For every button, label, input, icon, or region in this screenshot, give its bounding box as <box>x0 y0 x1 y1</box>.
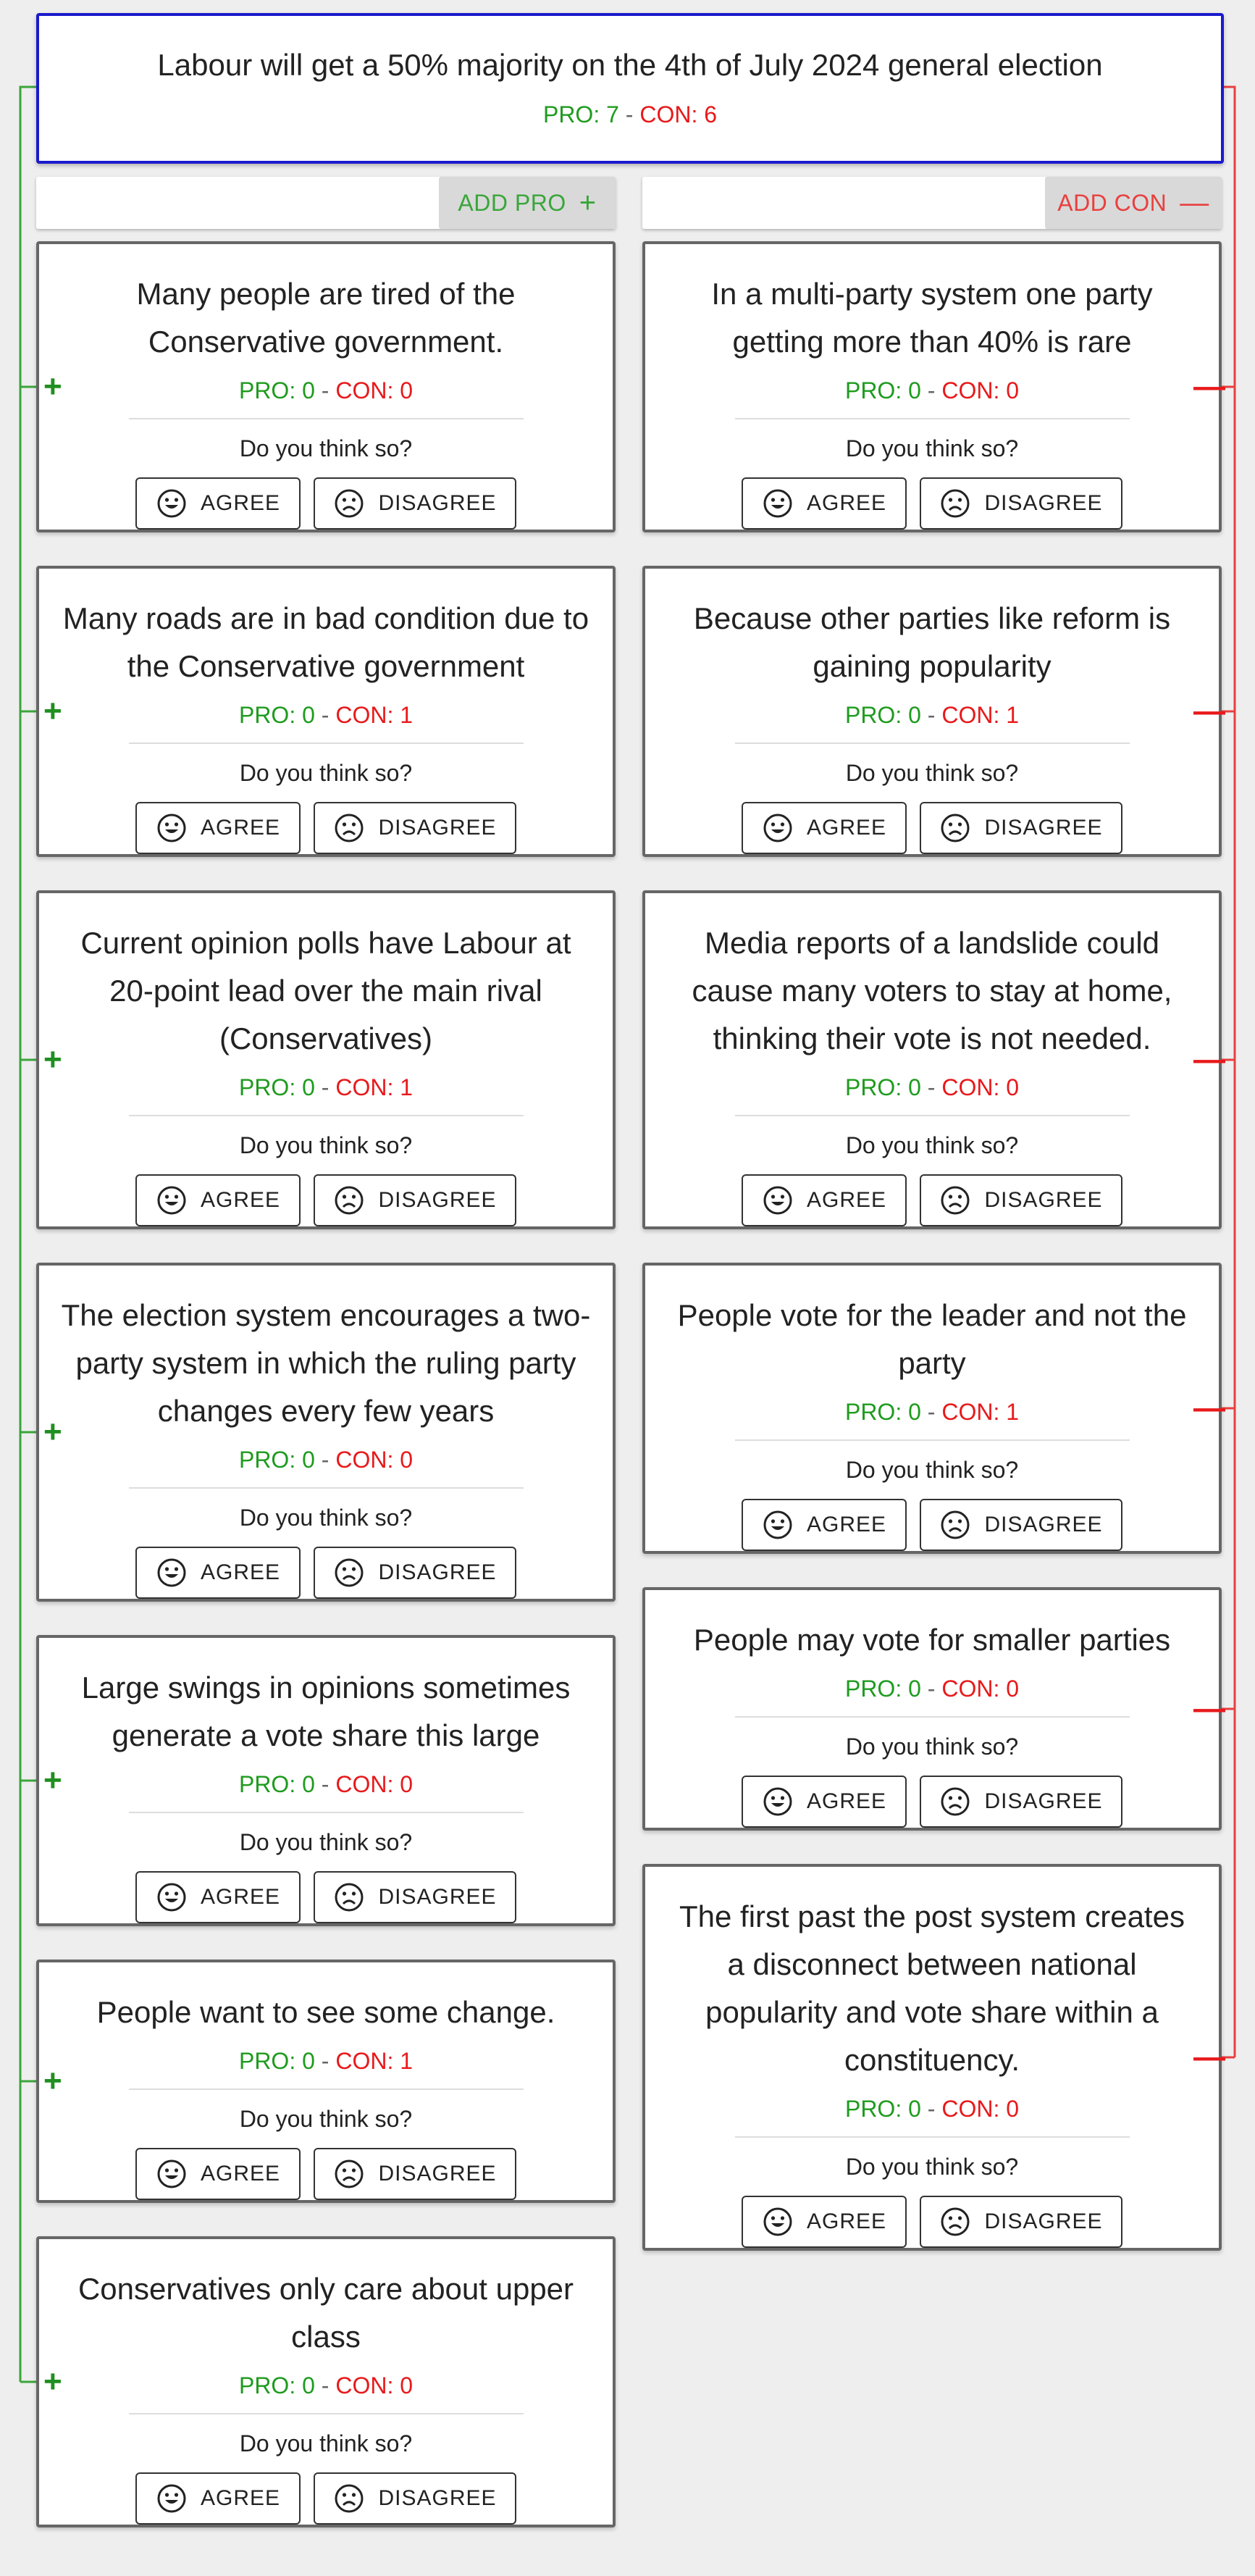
argument-text: Many roads are in bad condition due to the Conservative government <box>62 601 589 683</box>
agree-button[interactable] <box>135 477 301 530</box>
disagree-button[interactable] <box>920 1174 1122 1226</box>
add-pro-bar <box>36 177 616 229</box>
disagree-button[interactable] <box>314 1871 516 1923</box>
agree-button[interactable] <box>742 477 907 530</box>
agree-button[interactable] <box>135 1547 301 1599</box>
agree-label: AGREE <box>200 1560 281 1584</box>
agree-label: AGREE <box>806 1513 887 1536</box>
argument-counts <box>39 701 613 729</box>
agree-button[interactable] <box>742 802 907 854</box>
question-text: Do you think so? <box>239 1829 413 1855</box>
smile-icon <box>762 812 794 844</box>
agree-label: AGREE <box>806 816 887 840</box>
argument-pro-count: PRO: 0 <box>844 1399 921 1425</box>
argument-con-count: CON: 0 <box>335 1771 414 1797</box>
question-text: Do you think so? <box>845 760 1019 786</box>
add-pro-label: ADD PRO <box>458 190 566 216</box>
minus-icon: — <box>1193 693 1225 729</box>
vote-buttons <box>39 477 613 530</box>
minus-icon: — <box>1193 1691 1225 1726</box>
con-argument-card <box>642 890 1222 1229</box>
vote-buttons <box>645 1174 1219 1226</box>
argument-text: Conservatives only care about upper class <box>77 2272 574 2354</box>
argument-pro-count: PRO: 0 <box>238 1074 315 1100</box>
argument-text: Because other parties like reform is gaining popularity <box>693 601 1171 683</box>
argument-counts <box>645 376 1219 405</box>
pro-argument-card <box>36 241 616 532</box>
argument-counts <box>645 2094 1219 2123</box>
frown-icon <box>333 1557 365 1589</box>
divider <box>129 1487 524 1489</box>
minus-icon: — <box>1193 1042 1225 1077</box>
count-separator: - <box>321 1771 330 1797</box>
smile-icon <box>156 1881 188 1913</box>
pro-argument-card <box>36 566 616 857</box>
vote-buttons <box>39 1174 613 1226</box>
frown-icon <box>939 812 971 844</box>
vote-buttons <box>39 1547 613 1599</box>
argument-text: Current opinion polls have Labour at 20-point lead over the main rival (Conservatives) <box>80 926 571 1055</box>
count-separator: - <box>927 1399 936 1425</box>
agree-button[interactable] <box>135 1871 301 1923</box>
argument-counts <box>39 2371 613 2400</box>
disagree-button[interactable] <box>920 2196 1122 2248</box>
smile-icon <box>762 1184 794 1216</box>
agree-label: AGREE <box>200 2162 281 2186</box>
divider <box>735 1115 1130 1116</box>
count-separator: - <box>321 1074 330 1100</box>
add-con-button[interactable] <box>1045 177 1222 229</box>
count-separator: - <box>321 377 330 403</box>
smile-icon <box>762 1786 794 1818</box>
plus-icon: + <box>43 1042 62 1077</box>
argument-con-count: CON: 1 <box>941 702 1020 728</box>
add-con-label: ADD CON <box>1057 190 1167 216</box>
smile-icon <box>762 1509 794 1541</box>
frown-icon <box>333 812 365 844</box>
smile-icon <box>156 2158 188 2190</box>
argument-counts <box>645 1073 1219 1102</box>
count-separator: - <box>321 1447 330 1473</box>
vote-buttons <box>39 2472 613 2525</box>
count-separator: - <box>625 101 634 127</box>
argument-con-count: CON: 1 <box>335 702 414 728</box>
agree-label: AGREE <box>200 491 281 515</box>
thesis-con-count: CON: 6 <box>639 101 718 127</box>
argument-text: People may vote for smaller parties <box>693 1623 1171 1657</box>
con-argument-card <box>642 566 1222 857</box>
argument-text: In a multi-party system one party getting more than 40% is rare <box>711 277 1153 359</box>
argument-pro-count: PRO: 0 <box>238 1771 315 1797</box>
thesis-counts <box>39 100 1221 129</box>
count-separator: - <box>927 1676 936 1702</box>
con-argument-card <box>642 241 1222 532</box>
question-text: Do you think so? <box>239 760 413 786</box>
con-argument-card <box>642 1263 1222 1554</box>
disagree-button[interactable] <box>314 1174 516 1226</box>
pro-argument-card <box>36 1960 616 2203</box>
argument-pro-count: PRO: 0 <box>844 702 921 728</box>
disagree-button[interactable] <box>920 1499 1122 1551</box>
argument-text: The election system encourages a two-party system in which the ruling party changes every few years <box>61 1298 591 1428</box>
argument-counts <box>645 701 1219 729</box>
argument-counts <box>645 1397 1219 1426</box>
disagree-button[interactable] <box>314 477 516 530</box>
agree-label: AGREE <box>200 1188 281 1212</box>
divider <box>129 743 524 744</box>
question-text: Do you think so? <box>845 1132 1019 1158</box>
argument-con-count: CON: 0 <box>335 2372 414 2399</box>
frown-icon <box>333 2158 365 2190</box>
argument-counts <box>39 1445 613 1474</box>
count-separator: - <box>321 2372 330 2399</box>
question-text: Do you think so? <box>845 1734 1019 1760</box>
divider <box>129 2413 524 2414</box>
frown-icon <box>939 1786 971 1818</box>
agree-button[interactable] <box>135 2472 301 2525</box>
minus-icon: — <box>1193 2039 1225 2075</box>
argument-text: Many people are tired of the Conservative government. <box>136 277 516 359</box>
divider <box>735 1439 1130 1441</box>
disagree-label: DISAGREE <box>984 1513 1103 1536</box>
disagree-label: DISAGREE <box>378 2162 497 2186</box>
vote-buttons <box>645 2196 1219 2248</box>
argument-con-count: CON: 1 <box>941 1399 1020 1425</box>
disagree-label: DISAGREE <box>984 1188 1103 1212</box>
question-text: Do you think so? <box>239 2430 413 2456</box>
disagree-button[interactable] <box>920 1776 1122 1828</box>
thesis-title: Labour will get a 50% majority on the 4th of July 2024 general election <box>157 48 1103 82</box>
disagree-button[interactable] <box>314 2472 516 2525</box>
argument-con-count: CON: 0 <box>941 1676 1020 1702</box>
argument-con-count: CON: 1 <box>335 2048 414 2074</box>
plus-icon: + <box>43 693 62 729</box>
argument-pro-count: PRO: 0 <box>238 702 315 728</box>
disagree-label: DISAGREE <box>378 1560 497 1584</box>
divider <box>735 2136 1130 2138</box>
argument-con-count: CON: 0 <box>941 377 1020 403</box>
agree-label: AGREE <box>806 2209 887 2233</box>
argument-pro-count: PRO: 0 <box>844 1074 921 1100</box>
disagree-label: DISAGREE <box>984 2209 1103 2233</box>
smile-icon <box>156 812 188 844</box>
vote-buttons <box>645 1499 1219 1551</box>
disagree-label: DISAGREE <box>378 491 497 515</box>
count-separator: - <box>927 702 936 728</box>
agree-label: AGREE <box>806 1789 887 1813</box>
argument-con-count: CON: 0 <box>335 377 414 403</box>
smile-icon <box>156 1557 188 1589</box>
con-argument-card <box>642 1864 1222 2251</box>
pro-argument-card <box>36 2236 616 2527</box>
argument-text: Media reports of a landslide could cause many voters to stay at home, thinking their vote is not needed. <box>692 926 1172 1055</box>
argument-con-count: CON: 0 <box>335 1447 414 1473</box>
vote-buttons <box>39 2148 613 2200</box>
question-text: Do you think so? <box>239 1505 413 1531</box>
disagree-label: DISAGREE <box>984 816 1103 840</box>
frown-icon <box>939 2206 971 2238</box>
divider <box>129 1115 524 1116</box>
argument-counts <box>39 1073 613 1102</box>
question-text: Do you think so? <box>239 2106 413 2132</box>
con-argument-card <box>642 1587 1222 1831</box>
vote-buttons <box>645 477 1219 530</box>
smile-icon <box>156 488 188 519</box>
minus-icon: — <box>1193 1390 1225 1426</box>
divider <box>735 418 1130 419</box>
pro-argument-card <box>36 1263 616 1602</box>
plus-icon: + <box>43 1762 62 1798</box>
minus-icon: — <box>1193 369 1225 404</box>
agree-button[interactable] <box>742 1499 907 1551</box>
count-separator: - <box>927 377 936 403</box>
add-pro-button[interactable] <box>439 177 616 229</box>
plus-icon: + <box>43 2063 62 2099</box>
thesis-pro-count: PRO: 7 <box>542 101 619 127</box>
argument-pro-count: PRO: 0 <box>844 1676 921 1702</box>
agree-label: AGREE <box>200 2486 281 2510</box>
disagree-label: DISAGREE <box>378 1885 497 1909</box>
vote-buttons <box>645 802 1219 854</box>
agree-button[interactable] <box>742 1174 907 1226</box>
agree-button[interactable] <box>135 802 301 854</box>
argument-pro-count: PRO: 0 <box>238 377 315 403</box>
pro-argument-card <box>36 1635 616 1926</box>
question-text: Do you think so? <box>845 1457 1019 1483</box>
disagree-label: DISAGREE <box>378 1188 497 1212</box>
agree-label: AGREE <box>200 1885 281 1909</box>
divider <box>129 418 524 419</box>
agree-label: AGREE <box>806 1188 887 1212</box>
question-text: Do you think so? <box>239 1132 413 1158</box>
disagree-button[interactable] <box>314 2148 516 2200</box>
smile-icon <box>762 2206 794 2238</box>
pro-argument-card <box>36 890 616 1229</box>
argument-pro-count: PRO: 0 <box>844 377 921 403</box>
argument-con-count: CON: 0 <box>941 2096 1020 2122</box>
smile-icon <box>762 488 794 519</box>
divider <box>129 2088 524 2090</box>
divider <box>129 1812 524 1813</box>
argument-text: People want to see some change. <box>96 1995 555 2029</box>
disagree-label: DISAGREE <box>984 1789 1103 1813</box>
plus-icon: + <box>579 187 597 219</box>
argument-text: People vote for the leader and not the party <box>677 1298 1187 1380</box>
frown-icon <box>333 488 365 519</box>
argument-counts <box>645 1674 1219 1703</box>
plus-icon: + <box>43 1414 62 1450</box>
add-con-bar <box>642 177 1222 229</box>
agree-button[interactable] <box>135 1174 301 1226</box>
agree-label: AGREE <box>200 816 281 840</box>
argument-pro-count: PRO: 0 <box>238 1447 315 1473</box>
argument-pro-count: PRO: 0 <box>238 2048 315 2074</box>
smile-icon <box>156 2483 188 2514</box>
thesis-card <box>36 13 1224 164</box>
frown-icon <box>939 1184 971 1216</box>
disagree-label: DISAGREE <box>378 816 497 840</box>
count-separator: - <box>927 2096 936 2122</box>
disagree-button[interactable] <box>920 477 1122 530</box>
argument-con-count: CON: 0 <box>941 1074 1020 1100</box>
vote-buttons <box>39 802 613 854</box>
question-text: Do you think so? <box>845 2154 1019 2180</box>
disagree-button[interactable] <box>314 802 516 854</box>
divider <box>735 743 1130 744</box>
frown-icon <box>333 1184 365 1216</box>
agree-button[interactable] <box>742 1776 907 1828</box>
argument-pro-count: PRO: 0 <box>238 2372 315 2399</box>
question-text: Do you think so? <box>239 435 413 461</box>
disagree-button[interactable] <box>920 802 1122 854</box>
argument-counts <box>39 2046 613 2075</box>
vote-buttons <box>645 1776 1219 1828</box>
disagree-label: DISAGREE <box>984 491 1103 515</box>
agree-button[interactable] <box>742 2196 907 2248</box>
disagree-label: DISAGREE <box>378 2486 497 2510</box>
agree-label: AGREE <box>806 491 887 515</box>
argument-counts <box>39 1770 613 1799</box>
frown-icon <box>333 2483 365 2514</box>
count-separator: - <box>321 702 330 728</box>
vote-buttons <box>39 1871 613 1923</box>
frown-icon <box>939 488 971 519</box>
frown-icon <box>333 1881 365 1913</box>
count-separator: - <box>321 2048 330 2074</box>
count-separator: - <box>927 1074 936 1100</box>
argument-text: Large swings in opinions sometimes generate a vote share this large <box>81 1670 571 1752</box>
plus-icon: + <box>43 2364 62 2399</box>
minus-icon: — <box>1180 187 1209 219</box>
argument-counts <box>39 376 613 405</box>
argument-con-count: CON: 1 <box>335 1074 414 1100</box>
divider <box>735 1716 1130 1718</box>
plus-icon: + <box>43 369 62 404</box>
agree-button[interactable] <box>135 2148 301 2200</box>
smile-icon <box>156 1184 188 1216</box>
argument-text: The first past the post system creates a disconnect between national popularity and vote share within a constituency. <box>679 1899 1185 2077</box>
disagree-button[interactable] <box>314 1547 516 1599</box>
question-text: Do you think so? <box>845 435 1019 461</box>
argument-pro-count: PRO: 0 <box>844 2096 921 2122</box>
frown-icon <box>939 1509 971 1541</box>
